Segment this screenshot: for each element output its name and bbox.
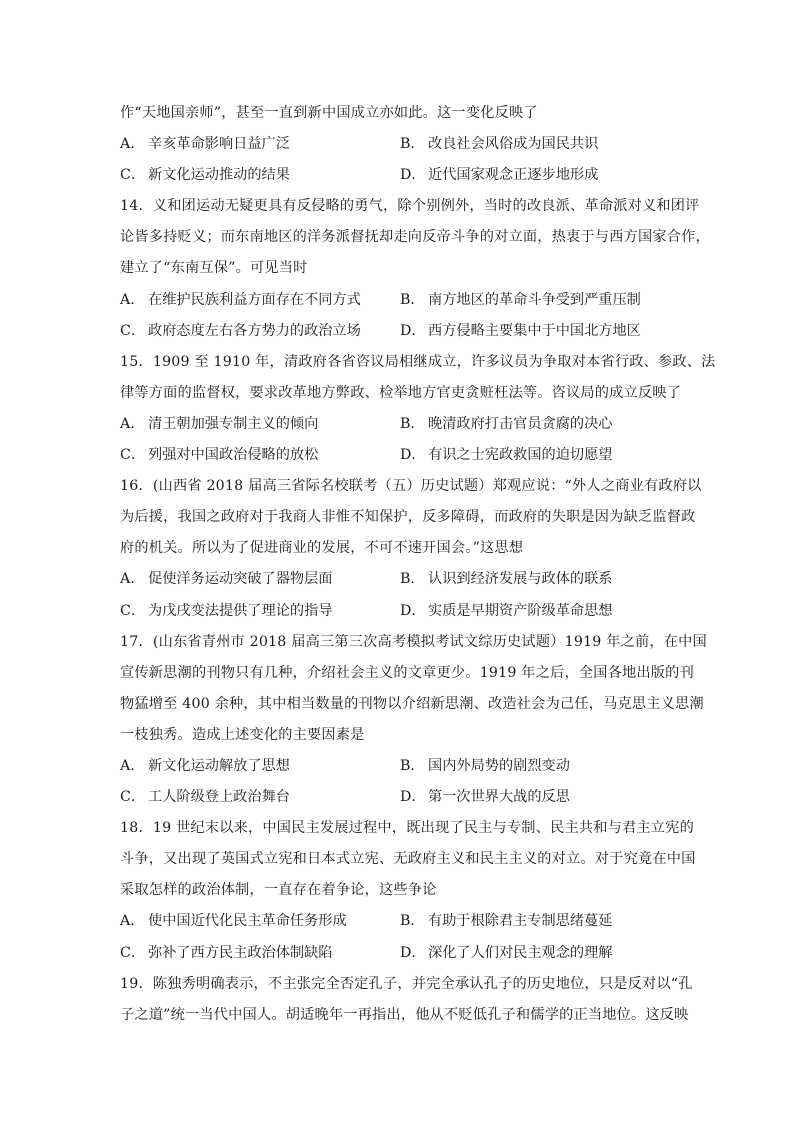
text-line: 18．19 世纪末以来，中国民主发展过程中，既出现了民主与专制、民主共和与君主立宪的 bbox=[120, 820, 694, 837]
option-text: 深化了人们对民主观念的理解 bbox=[428, 944, 613, 961]
text-line: 物猛增至 400 余种，其中相当数量的刊物以介绍新思潮、改造社会为己任，马克思主义思潮 bbox=[120, 695, 704, 712]
option-letter: A． bbox=[120, 415, 145, 432]
text-line: 采取怎样的政治体制，一直存在着争论，这些争论 bbox=[120, 882, 437, 899]
option-row bbox=[120, 409, 680, 440]
option-row bbox=[120, 938, 680, 969]
option-letter: A． bbox=[120, 136, 145, 153]
answer-option bbox=[400, 906, 680, 937]
option-letter: B． bbox=[400, 571, 425, 588]
option-letter: B． bbox=[400, 291, 425, 308]
option-letter: D． bbox=[400, 602, 426, 619]
option-row bbox=[120, 129, 680, 160]
option-text: 工人阶级登上政治舞台 bbox=[148, 789, 290, 806]
answer-option bbox=[400, 564, 680, 595]
option-text: 第一次世界大战的反思 bbox=[428, 789, 570, 806]
text-line: 府的机关。所以为了促进商业的发展，不可不速开国会。”这思想 bbox=[120, 540, 524, 557]
option-text: 近代国家观念正逐步地形成 bbox=[428, 167, 599, 184]
answer-option bbox=[120, 285, 400, 316]
answer-option bbox=[120, 938, 400, 969]
option-letter: A． bbox=[120, 571, 145, 588]
option-letter: D． bbox=[400, 944, 426, 961]
option-row bbox=[120, 316, 680, 347]
option-text: 列强对中国政治侵略的放松 bbox=[148, 447, 319, 464]
option-letter: A． bbox=[120, 757, 145, 774]
option-text: 国内外局势的剧烈变动 bbox=[428, 757, 570, 774]
answer-option bbox=[400, 440, 680, 471]
option-row bbox=[120, 782, 680, 813]
option-letter: B． bbox=[400, 757, 425, 774]
text-line: 宣传新思潮的刊物只有几种，介绍社会主义的文章更少。1919 年之后，全国各地出版的刊 bbox=[120, 664, 694, 681]
option-row bbox=[120, 596, 680, 627]
text-line: 16．(山西省 2018 届高三省际名校联考（五）历史试题）郑观应说：“外人之商业有政府以 bbox=[120, 478, 702, 495]
option-text: 辛亥革命影响日益广泛 bbox=[148, 136, 290, 153]
document-page bbox=[120, 98, 716, 1031]
option-letter: B． bbox=[400, 415, 425, 432]
answer-option bbox=[120, 440, 400, 471]
option-text: 晚清政府打击官员贪腐的决心 bbox=[428, 415, 613, 432]
option-text: 使中国近代化民主革命任务形成 bbox=[148, 913, 347, 930]
text-line: 作“天地国亲师”，甚至一直到新中国成立亦如此。这一变化反映了 bbox=[120, 105, 538, 121]
answer-option bbox=[400, 751, 680, 782]
answer-option bbox=[120, 129, 400, 160]
text-line: 17．(山东省青州市 2018 届高三第三次高考模拟考试文综历史试题）1919 年之前，在中国 bbox=[120, 633, 707, 650]
option-letter: C． bbox=[120, 167, 146, 184]
option-letter: B． bbox=[400, 136, 425, 153]
text-line: 14．义和团运动无疑更具有反侵略的勇气，除个别例外，当时的改良派、革命派对义和团评 bbox=[120, 198, 700, 215]
text-line: 子之道”统一当代中国人。胡适晚年一再指出，他从不贬低孔子和儒学的正当地位。这反映 bbox=[120, 1006, 689, 1023]
option-text: 有识之士宪政救国的迫切愿望 bbox=[428, 447, 613, 464]
option-row bbox=[120, 564, 680, 595]
option-letter: D． bbox=[400, 322, 426, 339]
answer-option bbox=[120, 316, 400, 347]
option-letter: A． bbox=[120, 291, 145, 308]
option-text: 弥补了西方民主政治体制缺陷 bbox=[148, 944, 333, 961]
text-line: 19．陈独秀明确表示，不主张完全否定孔子，并完全承认孔子的历史地位，只是反对以“孔 bbox=[120, 975, 693, 992]
answer-option bbox=[400, 160, 680, 191]
answer-option bbox=[120, 751, 400, 782]
option-text: 实质是早期资产阶级革命思想 bbox=[428, 602, 613, 619]
option-letter: B． bbox=[400, 913, 425, 930]
option-text: 西方侵略主要集中于中国北方地区 bbox=[428, 322, 641, 339]
option-letter: C． bbox=[120, 944, 146, 961]
answer-option bbox=[400, 129, 680, 160]
text-line: 一枝独秀。造成上述变化的主要因素是 bbox=[120, 726, 365, 743]
option-text: 新文化运动解放了思想 bbox=[148, 757, 290, 774]
option-letter: C． bbox=[120, 789, 146, 806]
answer-option bbox=[400, 316, 680, 347]
option-row bbox=[120, 285, 680, 316]
option-row bbox=[120, 906, 680, 937]
answer-option bbox=[120, 564, 400, 595]
option-letter: D． bbox=[400, 167, 426, 184]
option-row bbox=[120, 440, 680, 471]
option-text: 有助于根除君主专制思绪蔓延 bbox=[428, 913, 613, 930]
text-line: 论皆多持贬义；而东南地区的洋务派督抚却走向反帝斗争的对立面，热衷于与西方国家合作， bbox=[120, 229, 710, 246]
option-text: 改良社会风俗成为国民共识 bbox=[428, 136, 599, 153]
answer-option bbox=[120, 409, 400, 440]
option-text: 新文化运动推动的结果 bbox=[148, 167, 290, 184]
text-line: 建立了“东南互保”。可见当时 bbox=[120, 260, 308, 277]
answer-option bbox=[400, 938, 680, 969]
option-row bbox=[120, 160, 680, 191]
answer-option bbox=[120, 782, 400, 813]
answer-option bbox=[120, 160, 400, 191]
answer-option bbox=[400, 782, 680, 813]
answer-option bbox=[400, 596, 680, 627]
option-letter: C． bbox=[120, 602, 146, 619]
option-letter: D． bbox=[400, 447, 426, 464]
text-line: 律等方面的监督权，要求改革地方弊政、检举地方官吏贪赃枉法等。咨议局的成立反映了 bbox=[120, 384, 682, 401]
option-text: 为戊戌变法提供了理论的指导 bbox=[148, 602, 333, 619]
option-text: 政府态度左右各方势力的政治立场 bbox=[148, 322, 361, 339]
answer-option bbox=[120, 906, 400, 937]
option-text: 清王朝加强专制主义的倾向 bbox=[148, 415, 319, 432]
option-letter: A． bbox=[120, 913, 145, 930]
option-letter: D． bbox=[400, 789, 426, 806]
option-letter: C． bbox=[120, 447, 146, 464]
text-line: 为后援，我国之政府对于我商人非惟不知保护，反多障碍，而政府的失职是因为缺乏监督政 bbox=[120, 509, 696, 526]
option-letter: C． bbox=[120, 322, 146, 339]
option-row bbox=[120, 751, 680, 782]
text-line: 15．1909 至 1910 年，清政府各省咨议局相继成立，许多议员为争取对本省行政、参政、法 bbox=[120, 353, 716, 370]
option-text: 促使洋务运动突破了器物层面 bbox=[148, 571, 333, 588]
answer-option bbox=[400, 285, 680, 316]
answer-option bbox=[400, 409, 680, 440]
option-text: 认识到经济发展与政体的联系 bbox=[428, 571, 613, 588]
text-line: 斗争，又出现了英国式立宪和日本式立宪、无政府主义和民主主义的对立。对于究竟在中国 bbox=[120, 851, 696, 868]
option-text: 在维护民族利益方面存在不同方式 bbox=[148, 291, 361, 308]
option-text: 南方地区的革命斗争受到严重压制 bbox=[428, 291, 641, 308]
answer-option bbox=[120, 596, 400, 627]
